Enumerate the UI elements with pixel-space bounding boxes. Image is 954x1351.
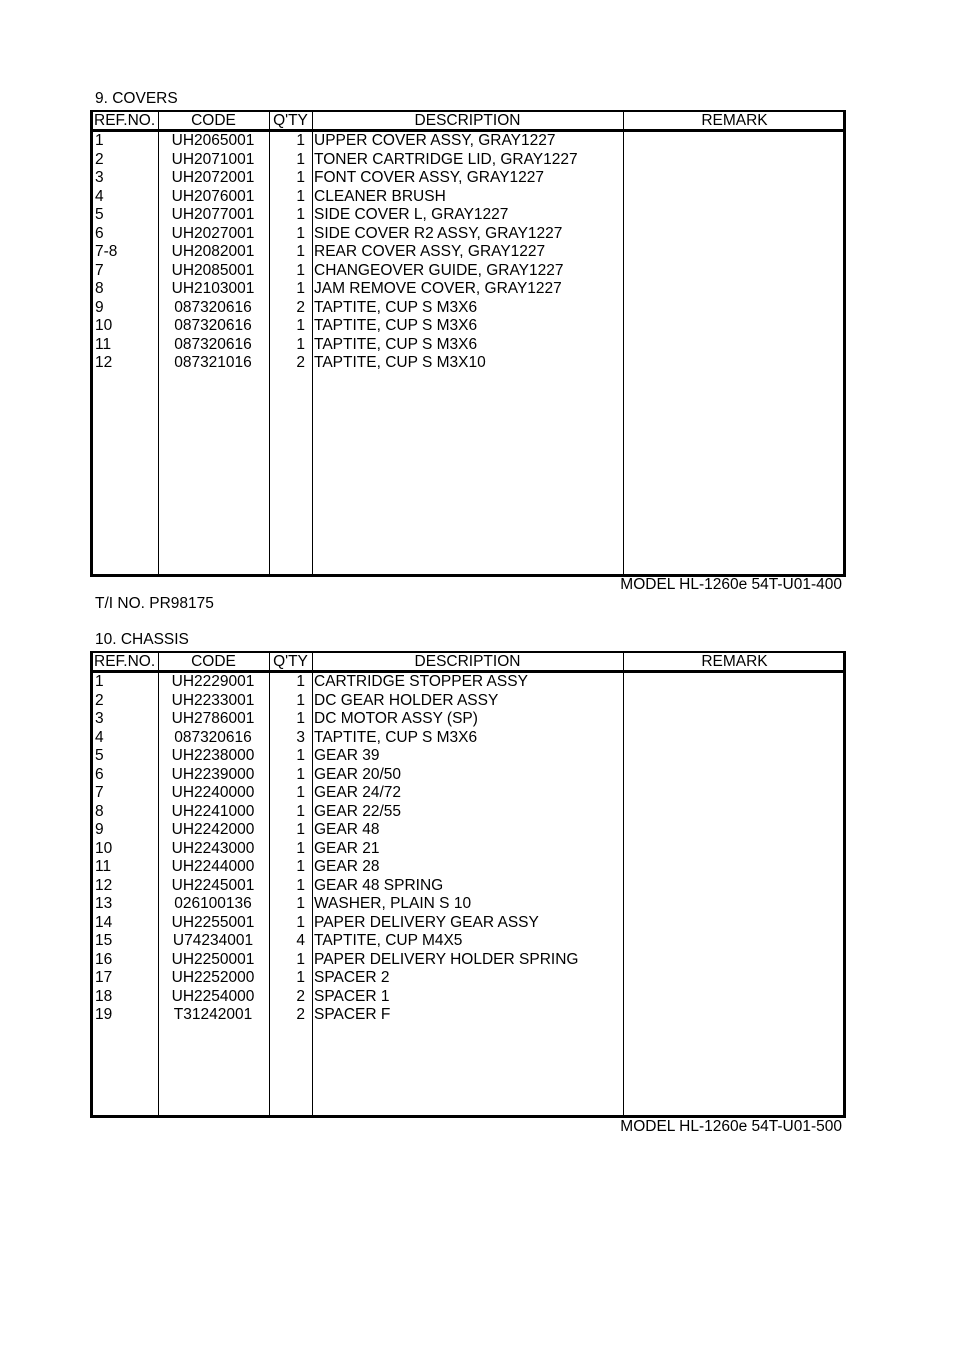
cell-qty: 1 — [296, 280, 305, 297]
cell-qty: 1 — [296, 691, 305, 709]
cell-qty: 1 — [296, 710, 305, 727]
cell-qty: 1 — [296, 969, 305, 986]
table-row — [93, 169, 843, 188]
header-ref-no: REF.NO. — [94, 112, 156, 129]
cell-code: UH2085001 — [171, 261, 255, 279]
table-row — [93, 317, 843, 336]
cell-ref-no: 4 — [95, 728, 104, 746]
table-row — [93, 951, 843, 970]
cell-ref-no: 9 — [95, 298, 104, 316]
cell-description: TAPTITE, CUP S M3X6 — [314, 335, 478, 353]
table-row — [93, 354, 843, 373]
table-row — [93, 969, 843, 988]
cell-code: UH2082001 — [171, 243, 255, 260]
table-row — [93, 932, 843, 951]
cell-description: SPACER F — [314, 1006, 391, 1023]
table-row — [93, 840, 843, 859]
table-header — [93, 653, 843, 673]
cell-description: PAPER DELIVERY GEAR ASSY — [314, 913, 539, 931]
cell-qty: 1 — [296, 784, 305, 801]
cell-description: UPPER COVER ASSY, GRAY1227 — [314, 132, 556, 149]
cell-code: UH2233001 — [171, 691, 255, 709]
cell-qty: 1 — [296, 802, 305, 820]
cell-ref-no: 19 — [95, 1006, 113, 1023]
table-row — [93, 299, 843, 318]
cell-description: WASHER, PLAIN S 10 — [314, 895, 472, 912]
table-row — [93, 988, 843, 1007]
cell-qty: 4 — [296, 932, 305, 949]
cell-qty: 2 — [296, 354, 305, 371]
cell-qty: 1 — [296, 243, 305, 260]
cell-qty: 1 — [296, 913, 305, 931]
cell-qty: 1 — [296, 821, 305, 838]
table-row — [93, 336, 843, 355]
cell-code: UH2242000 — [171, 821, 255, 838]
cell-description: CHANGEOVER GUIDE, GRAY1227 — [314, 261, 564, 279]
cell-description: FONT COVER ASSY, GRAY1227 — [314, 169, 545, 186]
cell-ref-no: 2 — [95, 691, 104, 709]
cell-description: DC MOTOR ASSY (SP) — [314, 710, 478, 727]
header-code: CODE — [191, 653, 236, 670]
cell-code: UH2245001 — [171, 876, 255, 894]
cell-description: TONER CARTRIDGE LID, GRAY1227 — [314, 150, 578, 168]
table-row — [93, 151, 843, 170]
cell-qty: 1 — [296, 150, 305, 168]
table-row — [93, 877, 843, 896]
cell-description: GEAR 28 — [314, 858, 380, 875]
cell-description: GEAR 20/50 — [314, 765, 402, 783]
cell-description: GEAR 39 — [314, 747, 380, 764]
cell-ref-no: 14 — [95, 913, 113, 931]
table-row — [93, 747, 843, 766]
section-title-chassis: 10. CHASSIS — [95, 631, 189, 648]
header-description: DESCRIPTION — [414, 112, 521, 129]
header-qty: Q'TY — [273, 653, 308, 670]
table-row — [93, 280, 843, 299]
cell-qty: 1 — [296, 261, 305, 279]
cell-qty: 1 — [296, 132, 305, 149]
cell-qty: 1 — [296, 747, 305, 764]
table-row — [93, 262, 843, 281]
table-row — [93, 914, 843, 933]
cell-code: UH2027001 — [171, 224, 255, 242]
header-code: CODE — [191, 112, 236, 129]
cell-qty: 1 — [296, 224, 305, 242]
cell-qty: 1 — [296, 206, 305, 223]
cell-code: UH2244000 — [171, 858, 255, 875]
model-number-covers: MODEL HL-1260e 54T-U01-400 — [620, 576, 842, 593]
cell-qty: 1 — [296, 839, 305, 857]
cell-description: TAPTITE, CUP S M3X6 — [314, 728, 478, 746]
cell-ref-no: 1 — [95, 132, 104, 149]
cell-qty: 1 — [296, 765, 305, 783]
cell-ref-no: 18 — [95, 987, 113, 1005]
cell-ref-no: 12 — [95, 876, 113, 894]
cell-code: UH2255001 — [171, 913, 255, 931]
table-row — [93, 766, 843, 785]
cell-code: 087320616 — [174, 298, 252, 316]
cell-qty: 1 — [296, 335, 305, 353]
header-ref-no: REF.NO. — [94, 653, 156, 670]
cell-code: 087321016 — [174, 354, 252, 371]
section-title-covers: 9. COVERS — [95, 90, 178, 107]
cell-description: REAR COVER ASSY, GRAY1227 — [314, 243, 546, 260]
cell-ref-no: 4 — [95, 187, 104, 205]
table-row — [93, 895, 843, 914]
cell-code: UH2241000 — [171, 802, 255, 820]
cell-description: PAPER DELIVERY HOLDER SPRING — [314, 950, 579, 968]
table-row — [93, 243, 843, 262]
cell-qty: 1 — [296, 317, 305, 334]
table-row — [93, 132, 843, 151]
cell-ref-no: 2 — [95, 150, 104, 168]
covers-parts-table — [90, 110, 846, 577]
cell-ref-no: 7 — [95, 261, 104, 279]
cell-code: UH2229001 — [171, 673, 255, 690]
table-row — [93, 206, 843, 225]
cell-code: UH2786001 — [171, 710, 255, 727]
cell-description: SPACER 2 — [314, 969, 390, 986]
cell-description: GEAR 48 SPRING — [314, 876, 444, 894]
cell-qty: 1 — [296, 673, 305, 690]
cell-code: UH2243000 — [171, 839, 255, 857]
cell-ref-no: 7-8 — [95, 243, 118, 260]
cell-ref-no: 1 — [95, 673, 104, 690]
table-header — [93, 112, 843, 132]
cell-ref-no: 17 — [95, 969, 113, 986]
cell-description: GEAR 24/72 — [314, 784, 402, 801]
cell-ref-no: 8 — [95, 280, 104, 297]
cell-description: TAPTITE, CUP S M3X6 — [314, 298, 478, 316]
cell-code: UH2252000 — [171, 969, 255, 986]
table-row — [93, 821, 843, 840]
cell-ref-no: 5 — [95, 206, 104, 223]
table-row — [93, 692, 843, 711]
cell-ref-no: 6 — [95, 765, 104, 783]
table-row — [93, 710, 843, 729]
table-row — [93, 1006, 843, 1025]
cell-code: 087320616 — [174, 317, 252, 334]
cell-code: UH2072001 — [171, 169, 255, 186]
cell-code: UH2250001 — [171, 950, 255, 968]
cell-qty: 1 — [296, 950, 305, 968]
cell-description: GEAR 22/55 — [314, 802, 402, 820]
cell-ref-no: 11 — [95, 858, 112, 875]
cell-description: DC GEAR HOLDER ASSY — [314, 691, 499, 709]
header-description: DESCRIPTION — [414, 653, 521, 670]
cell-ref-no: 3 — [95, 710, 104, 727]
cell-qty: 2 — [296, 298, 305, 316]
cell-code: UH2103001 — [171, 280, 255, 297]
cell-ref-no: 3 — [95, 169, 104, 186]
cell-qty: 3 — [296, 728, 305, 746]
cell-ref-no: 5 — [95, 747, 104, 764]
cell-code: UH2238000 — [171, 747, 255, 764]
cell-ref-no: 9 — [95, 821, 104, 838]
cell-qty: 1 — [296, 895, 305, 912]
table-row — [93, 729, 843, 748]
cell-ref-no: 6 — [95, 224, 104, 242]
cell-ref-no: 15 — [95, 932, 113, 949]
cell-ref-no: 8 — [95, 802, 104, 820]
cell-code: UH2076001 — [171, 187, 255, 205]
cell-description: GEAR 21 — [314, 839, 380, 857]
table-row — [93, 188, 843, 207]
cell-code: UH2077001 — [171, 206, 255, 223]
cell-description: SPACER 1 — [314, 987, 390, 1005]
cell-code: 087320616 — [174, 728, 252, 746]
cell-description: SIDE COVER R2 ASSY, GRAY1227 — [314, 224, 563, 242]
cell-ref-no: 13 — [95, 895, 113, 912]
table-row — [93, 784, 843, 803]
cell-code: UH2240000 — [171, 784, 255, 801]
chassis-parts-table — [90, 651, 846, 1118]
cell-code: UH2239000 — [171, 765, 255, 783]
cell-code: U74234001 — [172, 932, 254, 949]
cell-qty: 2 — [296, 987, 305, 1005]
cell-description: CARTRIDGE STOPPER ASSY — [314, 673, 528, 690]
cell-code: 026100136 — [174, 895, 252, 912]
cell-code: UH2071001 — [171, 150, 255, 168]
header-qty: Q'TY — [273, 112, 308, 129]
cell-description: TAPTITE, CUP S M3X10 — [314, 354, 486, 371]
cell-ref-no: 16 — [95, 950, 113, 968]
cell-description: GEAR 48 — [314, 821, 380, 838]
cell-qty: 2 — [296, 1006, 305, 1023]
table-row — [93, 803, 843, 822]
table-row — [93, 858, 843, 877]
cell-qty: 1 — [296, 169, 305, 186]
cell-description: TAPTITE, CUP M4X5 — [314, 932, 463, 949]
ti-number: T/I NO. PR98175 — [95, 595, 214, 612]
cell-description: JAM REMOVE COVER, GRAY1227 — [314, 280, 562, 297]
cell-description: TAPTITE, CUP S M3X6 — [314, 317, 478, 334]
cell-code: UH2254000 — [171, 987, 255, 1005]
cell-ref-no: 10 — [95, 317, 113, 334]
cell-ref-no: 10 — [95, 839, 113, 857]
table-row — [93, 673, 843, 692]
header-remark: REMARK — [701, 112, 768, 129]
header-remark: REMARK — [701, 653, 768, 670]
cell-qty: 1 — [296, 187, 305, 205]
cell-ref-no: 11 — [95, 335, 112, 353]
cell-ref-no: 7 — [95, 784, 104, 801]
cell-qty: 1 — [296, 858, 305, 875]
cell-description: CLEANER BRUSH — [314, 187, 446, 205]
model-number-chassis: MODEL HL-1260e 54T-U01-500 — [620, 1118, 842, 1135]
cell-code: T31242001 — [173, 1006, 253, 1023]
table-row — [93, 225, 843, 244]
cell-ref-no: 12 — [95, 354, 113, 371]
cell-code: 087320616 — [174, 335, 252, 353]
cell-qty: 1 — [296, 876, 305, 894]
cell-description: SIDE COVER L, GRAY1227 — [314, 206, 509, 223]
cell-code: UH2065001 — [171, 132, 255, 149]
